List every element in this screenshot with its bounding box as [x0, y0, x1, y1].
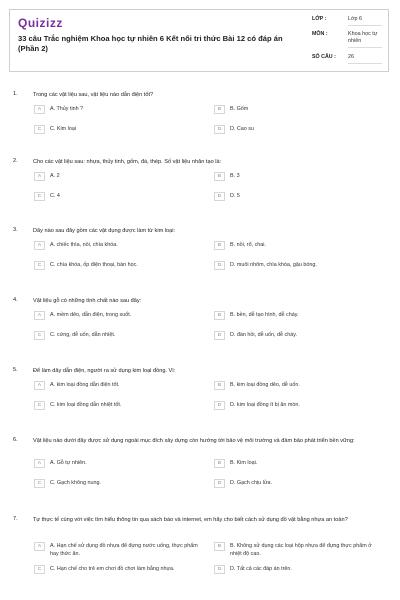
option-text: A. chiếc thìa, nồi, chìa khóa.: [50, 242, 118, 248]
option-letter-box: B: [214, 459, 225, 468]
option-text: B. Không sử dụng các loại hộp nhựa để đựng thực phẩm ở nhiệt độ cao.: [230, 543, 372, 557]
option-text: D. muôi nhôm, chìa khóa, gậu bóng.: [230, 262, 317, 268]
question-number: 2.: [13, 158, 18, 164]
option-letter-box: D: [214, 565, 225, 574]
question-text: Để làm dây dẫn điện, người ra sử dụng kim loại đồng. Vì:: [33, 368, 176, 374]
option-letter-box: C: [34, 331, 45, 340]
option-letter-box: C: [34, 401, 45, 410]
option-text: A. Gỗ tự nhiên.: [50, 460, 87, 466]
count-value: 26: [348, 54, 354, 60]
option-letter-box: C: [34, 192, 45, 201]
option-text: A. mềm dẻo, dẫn điện, trong suốt.: [50, 312, 132, 318]
option-letter-box: A: [34, 381, 45, 390]
option-text: B. Kim loại.: [230, 460, 258, 466]
question-number: 4.: [13, 297, 18, 303]
option-text: D. Gạch chịu lửa.: [230, 480, 272, 486]
question-text: Dãy nào sau đây gồm các vật dụng được làm từ kim loại:: [33, 228, 176, 234]
option-letter-box: D: [214, 192, 225, 201]
subject-underline: [348, 47, 382, 48]
option-text: C. cứng, dễ uốn, dẫn nhiệt.: [50, 332, 116, 338]
question-text: Trong các vật liệu sau, vật liệu nào dẫn điện tốt?: [33, 92, 154, 98]
option-text: D. đàn hồi, dễ uốn, dễ cháy.: [230, 332, 298, 338]
option-text: D. kim loại đồng ít bị ăn mòn.: [230, 402, 300, 408]
option-letter-box: B: [214, 381, 225, 390]
option-text: A. kim loại đồng dẫn điện tốt.: [50, 382, 120, 388]
question-text: Vật liệu gỗ có những tính chất nào sau đây:: [33, 298, 142, 304]
option-letter-box: B: [214, 311, 225, 320]
option-letter-box: D: [214, 125, 225, 134]
option-text: D. Tất cả các đáp án trên.: [230, 566, 292, 572]
count-label: SỐ CÂU :: [312, 54, 336, 60]
option-letter-box: A: [34, 459, 45, 468]
option-letter-box: D: [214, 261, 225, 270]
meta-panel: [302, 10, 390, 71]
quizizz-logo: Quizizz: [18, 16, 63, 30]
option-text: A. 2: [50, 173, 60, 179]
option-text: B. Gốm: [230, 106, 249, 112]
count-underline: [348, 63, 382, 64]
option-text: C. kim loại đồng dẫn nhiệt tốt.: [50, 402, 122, 408]
option-letter-box: D: [214, 331, 225, 340]
option-letter-box: A: [34, 542, 45, 551]
class-value: Lớp 6: [348, 16, 363, 22]
question-number: 1.: [13, 91, 18, 97]
subject-value: Khoa học tự nhiên: [348, 31, 378, 44]
option-text: D. 5: [230, 193, 240, 199]
option-text: B. kim loại đồng dẻo, dễ uốn.: [230, 382, 300, 388]
worksheet-header: [9, 9, 389, 72]
option-text: C. Hạn chế cho trẻ em chơi đồ chơi làm bằng nhựa.: [50, 566, 175, 572]
option-text: C. 4: [50, 193, 60, 199]
option-letter-box: D: [214, 401, 225, 410]
question-number: 5.: [13, 367, 18, 373]
option-text: D. Cao su: [230, 126, 254, 132]
option-text: A. Hạn chế sử dụng đồ nhựa để đựng nước uống, thực phẩm hay thức ăn.: [50, 543, 198, 557]
option-letter-box: B: [214, 105, 225, 114]
option-text: B. bền, dễ tạo hình, dễ cháy.: [230, 312, 299, 318]
option-letter-box: B: [214, 542, 225, 551]
question-number: 6.: [13, 437, 18, 443]
option-text: B. 3: [230, 173, 240, 179]
option-letter-box: C: [34, 565, 45, 574]
option-letter-box: B: [214, 172, 225, 181]
option-letter-box: C: [34, 261, 45, 270]
option-letter-box: A: [34, 105, 45, 114]
option-text: A. Thủy tinh ?: [50, 106, 84, 112]
option-text: C. Gạch không nung.: [50, 480, 101, 486]
option-letter-box: A: [34, 172, 45, 181]
class-underline: [348, 25, 382, 26]
option-letter-box: C: [34, 479, 45, 488]
question-text: Vật liệu nào dưới đây được sử dụng ngoài mục đích xây dựng còn hướng tới bảo vệ môi trường và đảm bảo phát triển bền vững:: [33, 438, 355, 444]
option-text: C. Kim loại: [50, 126, 77, 132]
option-letter-box: A: [34, 241, 45, 250]
class-label: LỚP :: [312, 16, 327, 22]
question-number: 7.: [13, 516, 18, 522]
option-letter-box: D: [214, 479, 225, 488]
option-letter-box: B: [214, 241, 225, 250]
option-letter-box: A: [34, 311, 45, 320]
page-title: 33 câu Trắc nghiệm Khoa học tự nhiên 6 Kết nối tri thức Bài 12 có đáp án (Phần 2): [18, 34, 283, 53]
question-text: Cho các vật liệu sau: nhựa, thủy tinh, gốm, đá, thép. Số vật liệu nhân tạo là:: [33, 159, 222, 165]
question-text: Tự thực tế cùng với việc tìm hiểu thông tin qua sách báo và internet, em hãy cho biết cách sử dụng đồ vật bằng nhựa an toàn?: [33, 517, 348, 523]
option-letter-box: C: [34, 125, 45, 134]
option-text: B. nồi, rổ, chai.: [230, 242, 266, 248]
subject-label: MÔN :: [312, 31, 328, 37]
question-number: 3.: [13, 227, 18, 233]
option-text: C. chìa khóa, ốp điện thoại, bàn học.: [50, 262, 138, 268]
